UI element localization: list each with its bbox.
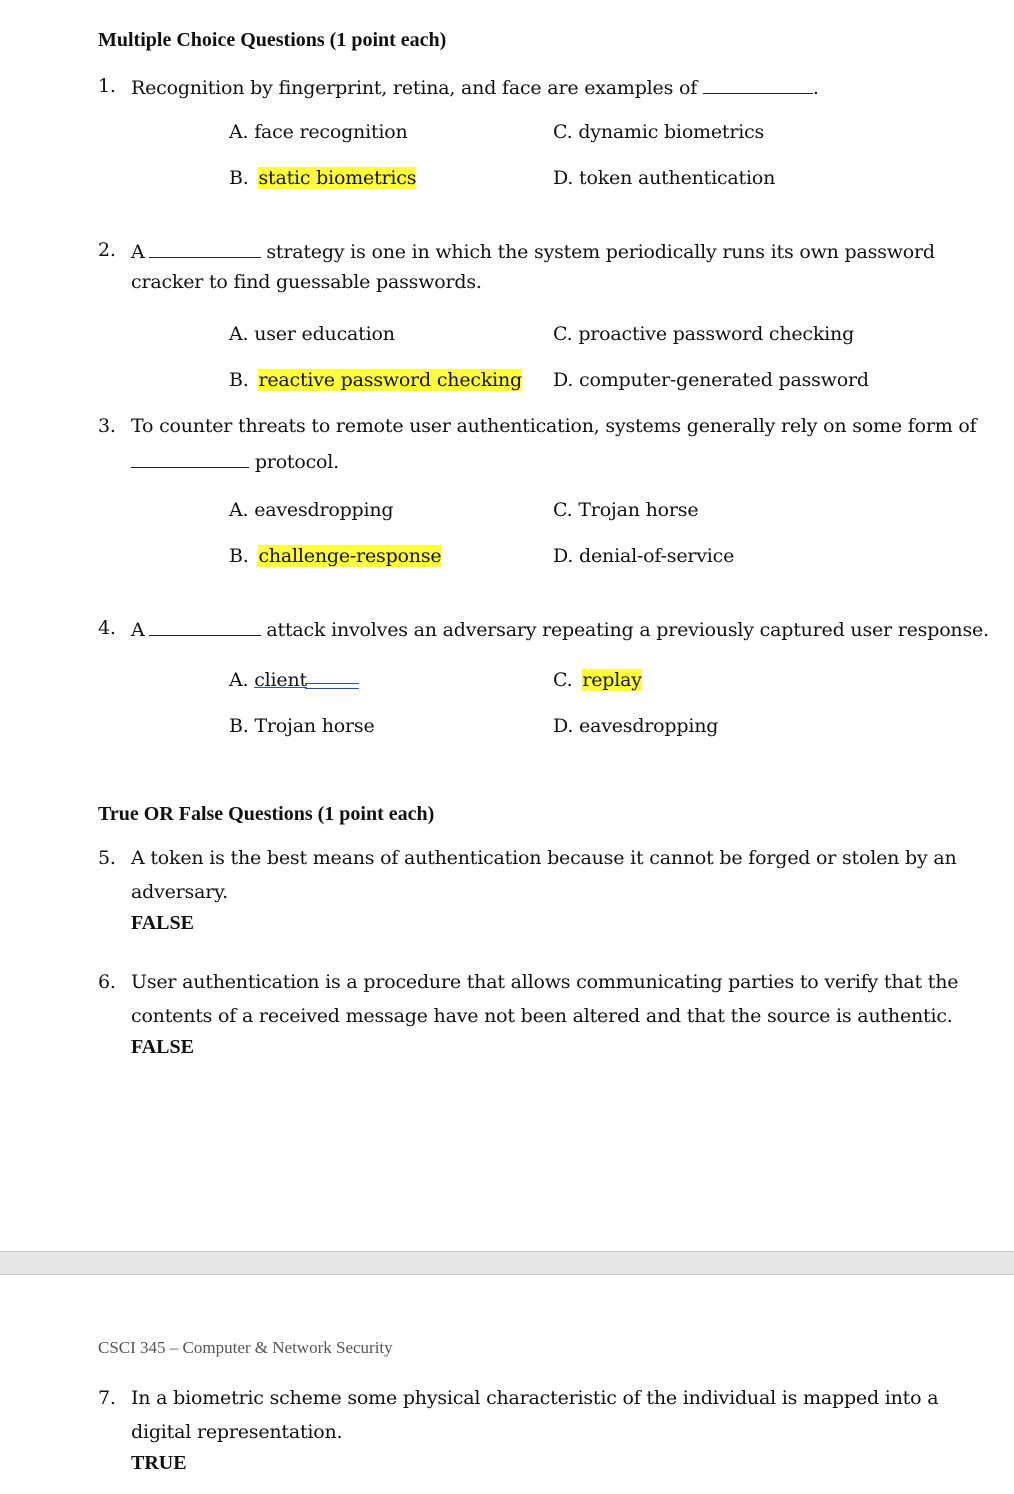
q6-number: 6. [98, 971, 116, 993]
q3-option-a: A. eavesdropping [229, 499, 394, 521]
q3-stem-line1: To counter threats to remote user authentication, systems generally rely on some form of [131, 415, 977, 437]
q7-stem-line1: In a biometric scheme some physical characteristic of the individual is mapped into a [131, 1387, 939, 1409]
q1-option-b-letter: B. [229, 167, 249, 189]
page-break [0, 1251, 1014, 1275]
q6-answer: FALSE [131, 1036, 194, 1058]
q1-option-d: D. token authentication [553, 167, 776, 189]
q1-stem-text: Recognition by fingerprint, retina, and face are examples of [131, 77, 698, 99]
q3-blank [131, 449, 249, 468]
q4-option-d: D. eavesdropping [553, 715, 719, 737]
q2-stem-text: strategy is one in which the system periodically runs its own password [266, 241, 935, 263]
q5-number: 5. [98, 847, 116, 869]
q4-option-a-blank [305, 683, 359, 689]
mc-heading: Multiple Choice Questions (1 point each) [98, 29, 447, 51]
q2-blank [149, 239, 261, 258]
q5-stem-line2: adversary. [131, 881, 228, 903]
q4-option-c-letter: C. [553, 669, 573, 691]
q3-option-b-answer: challenge-response [258, 545, 442, 567]
q7-stem-line2: digital representation. [131, 1421, 343, 1443]
q3-option-c: C. Trojan horse [553, 499, 699, 521]
q6-stem-line1: User authentication is a procedure that allows communicating parties to verify that the [131, 971, 959, 993]
q4-option-a-text: client [254, 669, 307, 691]
q4-number: 4. [98, 617, 116, 639]
tf-heading: True OR False Questions (1 point each) [98, 803, 435, 825]
q2-stem-line1 [131, 239, 935, 263]
q4-option-c [553, 669, 642, 691]
q4-stem-line1 [131, 617, 989, 641]
q7-number: 7. [98, 1387, 116, 1409]
q1-option-a: A. face recognition [229, 121, 408, 143]
q3-option-d: D. denial-of-service [553, 545, 735, 567]
q3-option-b [229, 545, 441, 567]
q1-stem-end: . [812, 77, 819, 99]
q1-blank [703, 75, 813, 94]
q4-stem-text: attack involves an adversary repeating a previously captured user response. [266, 619, 989, 641]
q2-option-c: C. proactive password checking [553, 323, 855, 345]
q2-option-b-answer: reactive password checking [258, 369, 523, 391]
q4-option-c-answer: replay [582, 669, 642, 691]
q1-option-c: C. dynamic biometrics [553, 121, 765, 143]
q5-stem-line1: A token is the best means of authentication because it cannot be forged or stolen by an [131, 847, 957, 869]
q2-stem-pre: A [131, 241, 145, 263]
q4-option-b: B. Trojan horse [229, 715, 375, 737]
q3-number: 3. [98, 415, 116, 437]
q1-number: 1. [98, 75, 116, 97]
q2-option-a: A. user education [229, 323, 395, 345]
q7-answer: TRUE [131, 1452, 187, 1474]
q1-option-b [229, 167, 416, 189]
q2-stem-line2: cracker to find guessable passwords. [131, 271, 482, 293]
q3-option-b-letter: B. [229, 545, 249, 567]
q3-stem-line2 [131, 449, 339, 473]
q4-blank [149, 617, 261, 636]
page-header-course: CSCI 345 – Computer & Network Security [98, 1338, 393, 1357]
q2-option-d: D. computer-generated password [553, 369, 869, 391]
q1-option-b-answer: static biometrics [258, 167, 417, 189]
q2-option-b [229, 369, 522, 391]
q6-stem-line2: contents of a received message have not been altered and that the source is authentic. [131, 1005, 953, 1027]
q2-option-b-letter: B. [229, 369, 249, 391]
q1-stem [131, 75, 819, 99]
q4-option-a-letter: A. [229, 669, 249, 691]
q2-number: 2. [98, 239, 116, 261]
q4-stem-pre: A [131, 619, 145, 641]
q3-stem-text: protocol. [254, 451, 339, 473]
q4-option-a [229, 669, 359, 691]
q5-answer: FALSE [131, 912, 194, 934]
